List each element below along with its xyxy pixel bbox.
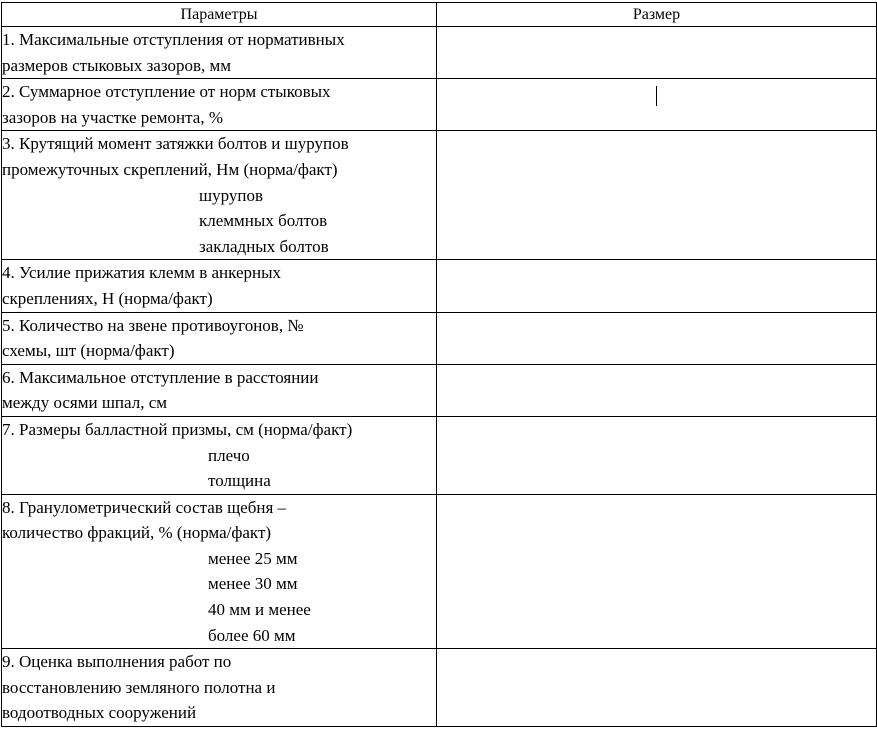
text-cursor — [656, 86, 657, 106]
parameter-text: 8. Гранулометрический состав щебня – — [2, 497, 287, 517]
table-row — [2, 79, 877, 131]
value-cell[interactable] — [437, 79, 877, 131]
value-cell[interactable] — [437, 260, 877, 312]
parameter-text: промежуточных скреплений, Нм (норма/факт) — [2, 159, 338, 179]
parameter-text: 6. Максимальное отступление в расстоянии — [2, 367, 319, 387]
value-cell[interactable] — [437, 27, 877, 79]
parameter-text: 7. Размеры балластной призмы, см (норма/факт) — [2, 419, 353, 439]
parameter-text: 3. Крутящий момент затяжки болтов и шурупов — [2, 134, 349, 154]
parameter-cell — [2, 494, 437, 649]
parameter-text: схемы, шт (норма/факт) — [2, 341, 175, 361]
parameter-text: 9. Оценка выполнения работ по — [2, 652, 232, 672]
parameter-text: 1. Максимальные отступления от нормативных — [2, 30, 345, 49]
value-cell[interactable] — [437, 364, 877, 416]
table-row — [2, 416, 877, 494]
sub-parameter-text: более 60 мм — [208, 625, 296, 645]
sub-parameter-text: менее 25 мм — [208, 548, 298, 568]
table-row — [2, 260, 877, 312]
value-cell[interactable] — [437, 131, 877, 260]
table-row — [2, 494, 877, 649]
parameter-cell — [2, 27, 437, 79]
parameter-cell — [2, 416, 437, 494]
parameter-text: 4. Усилие прижатия клемм в анкерных — [2, 263, 282, 283]
table-row — [2, 364, 877, 416]
parameter-text: 2. Суммарное отступление от норм стыковых — [2, 82, 331, 102]
parameter-cell — [2, 649, 437, 727]
header-parameters: Параметры — [2, 3, 437, 27]
sub-parameter-text: шурупов — [199, 185, 263, 205]
value-cell[interactable] — [437, 494, 877, 649]
sub-parameter-text: закладных болтов — [199, 236, 329, 256]
sub-parameter-text: клеммных болтов — [199, 211, 328, 231]
parameter-cell — [2, 364, 437, 416]
parameter-text: размеров стыковых зазоров, мм — [2, 55, 232, 75]
table-row — [2, 649, 877, 727]
sub-parameter-text: менее 30 мм — [208, 574, 298, 594]
parameter-cell — [2, 79, 437, 131]
sub-parameter-text: плечо — [208, 445, 250, 465]
value-cell[interactable] — [437, 312, 877, 364]
value-cell[interactable] — [437, 416, 877, 494]
header-size: Размер — [437, 3, 877, 27]
table-row — [2, 312, 877, 364]
parameter-text: скреплениях, Н (норма/факт) — [2, 288, 213, 308]
parameter-cell — [2, 131, 437, 260]
parameter-text: количество фракций, % (норма/факт) — [2, 523, 272, 543]
header-row — [2, 3, 877, 27]
parameter-text: зазоров на участке ремонта, % — [2, 107, 223, 127]
parameter-text: 5. Количество на звене противоугонов, № — [2, 315, 304, 335]
parameter-text: водоотводных сооружений — [2, 703, 197, 723]
sub-parameter-text: 40 мм и менее — [208, 600, 311, 620]
table-row — [2, 27, 877, 79]
parameter-cell — [2, 312, 437, 364]
parameter-text: между осями шпал, см — [2, 393, 168, 413]
parameters-table — [1, 2, 877, 727]
parameter-cell — [2, 260, 437, 312]
parameter-text: восстановлению земляного полотна и — [2, 677, 276, 697]
value-cell[interactable] — [437, 649, 877, 727]
sub-parameter-text: толщина — [208, 471, 271, 491]
table-row — [2, 131, 877, 260]
